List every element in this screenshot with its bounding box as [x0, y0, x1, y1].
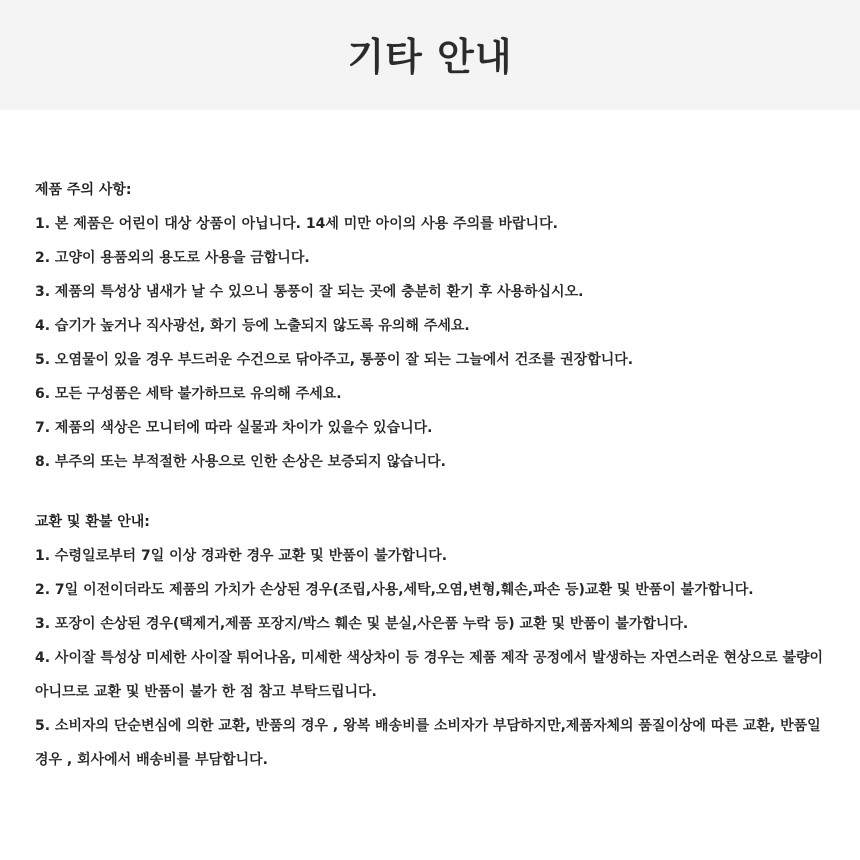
content-area	[0, 110, 860, 777]
exchange-notice-item-5-line-2: 경우 , 회사에서 배송비를 부담합니다.	[35, 752, 268, 768]
product-notice-section	[35, 110, 826, 479]
product-notice-item-1: 1. 본 제품은 어린이 대상 상품이 아닙니다. 14세 미만 아이의 사용 주의를 바랍니다.	[35, 216, 558, 232]
exchange-notice-item-4-line-2: 아니므로 교환 및 반품이 불가 한 점 참고 부탁드립니다.	[35, 684, 377, 700]
product-notice-item-8: 8. 부주의 또는 부적절한 사용으로 인한 손상은 보증되지 않습니다.	[35, 454, 446, 470]
exchange-notice-section	[35, 479, 826, 777]
exchange-notice-item-3: 3. 포장이 손상된 경우(택제거,제품 포장지/박스 훼손 및 분실,사은품 누락 등) 교환 및 반품이 불가합니다.	[35, 616, 689, 632]
product-notice-item-4: 4. 습기가 높거나 직사광선, 화기 등에 노출되지 않도록 유의해 주세요.	[35, 318, 470, 334]
page-title: 기타 안내	[347, 34, 513, 79]
exchange-notice-item-5	[35, 709, 826, 777]
exchange-notice-item-5-line-1: 5. 소비자의 단순변심에 의한 교환, 반품의 경우 , 왕복 배송비를 소비자가 부담하지만,제품자체의 품질이상에 따른 교환, 반품일	[35, 718, 821, 734]
exchange-notice-title: 교환 및 환불 안내:	[35, 514, 150, 530]
exchange-notice-item-1: 1. 수령일로부터 7일 이상 경과한 경우 교환 및 반품이 불가합니다.	[35, 548, 448, 564]
product-notice-item-5: 5. 오염물이 있을 경우 부드러운 수건으로 닦아주고, 통풍이 잘 되는 그늘에서 건조를 권장합니다.	[35, 352, 634, 368]
product-notice-item-3: 3. 제품의 특성상 냄새가 날 수 있으니 통풍이 잘 되는 곳에 충분히 환기 후 사용하십시오.	[35, 284, 584, 300]
product-notice-item-6: 6. 모든 구성품은 세탁 불가하므로 유의해 주세요.	[35, 386, 342, 402]
exchange-notice-item-4-line-1: 4. 사이잘 특성상 미세한 사이잘 튀어나옴, 미세한 색상차이 등 경우는 제품 제작 공정에서 발생하는 자연스러운 현상으로 불량이	[35, 650, 824, 666]
exchange-notice-item-2: 2. 7일 이전이더라도 제품의 가치가 손상된 경우(조립,사용,세탁,오염,변형,훼손,파손 등)교환 및 반품이 불가합니다.	[35, 582, 754, 598]
product-notice-item-2: 2. 고양이 용품외의 용도로 사용을 금합니다.	[35, 250, 310, 266]
product-notice-item-7: 7. 제품의 색상은 모니터에 따라 실물과 차이가 있을수 있습니다.	[35, 420, 433, 436]
product-notice-title: 제품 주의 사항:	[35, 182, 132, 198]
exchange-notice-item-4	[35, 641, 826, 709]
page-header	[0, 0, 860, 110]
